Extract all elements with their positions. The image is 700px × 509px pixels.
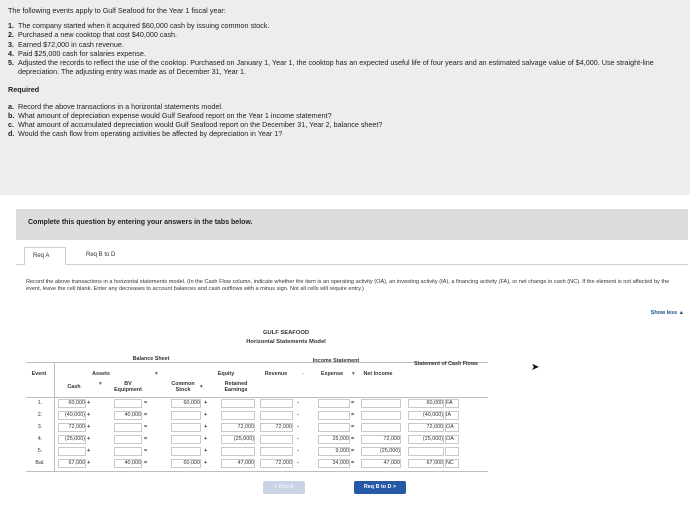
- row-operator: -: [297, 400, 299, 406]
- cash-flow-amount-input[interactable]: [408, 447, 444, 456]
- cash-flow-amount-value: 72,000: [426, 424, 443, 430]
- cash-flow-type-select[interactable]: [445, 447, 459, 456]
- row-operator: =: [351, 448, 355, 454]
- row-operator: =: [144, 448, 148, 454]
- row-operator: -: [297, 448, 299, 454]
- part-letter: a.: [8, 101, 14, 111]
- revenue-input[interactable]: [260, 399, 293, 408]
- event-label: 5.: [37, 448, 43, 454]
- retained-earnings-value: (25,000): [233, 436, 254, 442]
- cash-value: (25,000): [64, 436, 85, 442]
- event-label: 3.: [37, 424, 43, 430]
- event-text: Adjusted the records to reflect the use of the cooktop. Purchased on January 1, Year 1, the cooktop has an expected useful life of four years and an estimated salvage value of $4,000. Use straight-line depreciation. The adjusting entry was made as of December 31, Year 1.: [18, 58, 654, 77]
- revenue-value: 72,000: [275, 460, 292, 466]
- event-number: 1.: [8, 21, 14, 31]
- part-letter: b.: [8, 110, 15, 120]
- row-operator: +: [204, 400, 208, 406]
- cash-flow-type-value: NC: [446, 460, 454, 466]
- equity-header: Equity: [217, 371, 235, 377]
- problem-intro: The following events apply to Gulf Seafood for the Year 1 fiscal year:: [8, 6, 226, 15]
- bv-equipment-input[interactable]: [114, 435, 142, 444]
- row-operator: +: [204, 412, 208, 418]
- revenue-input[interactable]: [260, 447, 293, 456]
- common-stock-value: 60,000: [183, 400, 200, 406]
- row-operator: +: [204, 424, 208, 430]
- row-operator: =: [351, 400, 355, 406]
- part-item: [8, 111, 682, 120]
- retained-earnings-input[interactable]: [221, 411, 255, 420]
- table-header-rule: [26, 397, 488, 398]
- problem-statement: [0, 0, 690, 195]
- row-operator: =: [144, 436, 148, 442]
- row-operator: =: [351, 412, 355, 418]
- part-text: What amount of accumulated depreciation would Gulf Seafood report on the December 31, Year 2, balance sheet?: [18, 120, 383, 130]
- event-col-header: Event: [31, 371, 47, 377]
- cash-col-header: Cash: [67, 384, 81, 390]
- event-label: 4.: [37, 436, 43, 442]
- event-number: 4.: [8, 48, 14, 58]
- net-income-col-header: Net Income: [363, 371, 393, 377]
- model-title: Horizontal Statements Model: [246, 339, 326, 345]
- row-operator: +: [87, 460, 91, 466]
- common-stock-input[interactable]: [171, 411, 201, 420]
- cash-flow-amount-value: (40,000): [422, 412, 443, 418]
- retained-earnings-value: 47,000: [237, 460, 254, 466]
- prev-req-a-button[interactable]: < Req A: [263, 481, 305, 494]
- bv-equipment-input[interactable]: [114, 447, 142, 456]
- event-item: [8, 49, 682, 58]
- minus-operator: -: [302, 371, 304, 377]
- row-operator: +: [204, 436, 208, 442]
- row-operator: =: [144, 460, 148, 466]
- part-text: What amount of depreciation expense would Gulf Seafood report on the Year 1 income statement?: [18, 110, 332, 120]
- event-item: [8, 58, 682, 76]
- part-text: Would the cash flow from operating activities be affected by depreciation in Year 1?: [18, 129, 283, 139]
- cash-flow-amount-value: 60,000: [426, 400, 443, 406]
- part-letter: d.: [8, 129, 15, 139]
- event-item: [8, 30, 682, 39]
- net-income-value: 47,000: [383, 460, 400, 466]
- row-operator: =: [144, 400, 148, 406]
- cash-flow-amount-value: 67,000: [426, 460, 443, 466]
- retained-earnings-value: 72,000: [237, 424, 254, 430]
- part-item: [8, 120, 682, 129]
- expense-value: 34,000: [332, 460, 349, 466]
- cash-value: (40,000): [64, 412, 85, 418]
- required-parts: [8, 102, 682, 139]
- operator-select-icon[interactable]: ▾: [99, 381, 102, 387]
- net-income-value: (25,000): [379, 448, 400, 454]
- part-text: Record the above transactions in a horizontal statements model.: [18, 101, 223, 111]
- expense-col-header: Expense: [320, 371, 344, 377]
- row-operator: +: [87, 400, 91, 406]
- row-operator: -: [297, 436, 299, 442]
- row-operator: +: [87, 424, 91, 430]
- cash-flow-amount-value: (25,000): [422, 436, 443, 442]
- event-label: 2.: [37, 412, 43, 418]
- event-text: Earned $72,000 in cash revenue.: [18, 39, 124, 49]
- tab-req-b-to-d[interactable]: Req B to D: [86, 252, 116, 258]
- event-label: 1.: [37, 400, 43, 406]
- bv-equipment-input[interactable]: [114, 399, 142, 408]
- row-operator: -: [297, 424, 299, 430]
- event-column-rule: [54, 362, 55, 471]
- row-operator: =: [351, 436, 355, 442]
- row-operator: -: [297, 460, 299, 466]
- mouse-cursor: ➤: [531, 362, 540, 373]
- part-letter: c.: [8, 120, 14, 130]
- cash-value: 67,000: [68, 460, 85, 466]
- event-number: 2.: [8, 30, 14, 40]
- row-operator: +: [87, 448, 91, 454]
- retained-earnings-input[interactable]: [221, 447, 255, 456]
- tab-req-a[interactable]: Req A: [24, 247, 66, 266]
- balance-sheet-header: Balance Sheet: [132, 356, 170, 362]
- expense-input[interactable]: [318, 399, 350, 408]
- bv-equipment-col-header: BV Equipment: [114, 381, 142, 393]
- row-operator: =: [351, 460, 355, 466]
- net-income-input[interactable]: [361, 423, 401, 432]
- instructions-bar: Complete this question by entering your answers in the tabs below.: [16, 209, 688, 240]
- event-number: 5.: [8, 58, 14, 68]
- expense-value: 9,000: [335, 448, 349, 454]
- operator-select-icon[interactable]: ▾: [155, 371, 158, 377]
- revenue-input[interactable]: [260, 435, 293, 444]
- common-stock-value: 60,000: [183, 460, 200, 466]
- net-income-input[interactable]: [361, 399, 401, 408]
- next-req-b-to-d-button[interactable]: Req B to D >: [354, 481, 406, 494]
- events-list: [8, 21, 682, 76]
- revenue-value: 72,000: [275, 424, 292, 430]
- part-item: [8, 102, 682, 111]
- cash-flow-header: Statement of Cash Flows: [413, 361, 479, 367]
- event-number: 3.: [8, 39, 14, 49]
- row-operator: +: [204, 460, 208, 466]
- common-stock-input[interactable]: [171, 435, 201, 444]
- table-bottom-rule: [26, 471, 488, 472]
- show-less-link[interactable]: Show less ▲: [650, 310, 684, 316]
- row-operator: =: [144, 412, 148, 418]
- net-income-input[interactable]: [361, 411, 401, 420]
- event-label: Bal.: [35, 460, 45, 466]
- event-text: The company started when it acquired $60,000 cash by issuing common stock.: [18, 21, 270, 31]
- common-stock-input[interactable]: [171, 447, 201, 456]
- required-heading: Required: [8, 85, 40, 95]
- common-stock-col-header: Common Stock: [171, 381, 195, 393]
- event-text: Paid $25,000 cash for salaries expense.: [18, 48, 146, 58]
- expense-input[interactable]: [318, 411, 350, 420]
- common-stock-input[interactable]: [171, 423, 201, 432]
- assets-header: Assets: [92, 371, 110, 377]
- row-operator: +: [87, 436, 91, 442]
- operator-select-icon[interactable]: ▾: [352, 371, 355, 377]
- income-statement-header: Income Statement: [312, 358, 360, 364]
- tab-panel-req-a: [16, 265, 688, 509]
- row-operator: -: [297, 412, 299, 418]
- tab-bar: [16, 245, 688, 265]
- part-item: [8, 129, 682, 138]
- cash-flow-type-value: OA: [446, 424, 454, 430]
- retained-earnings-input[interactable]: [221, 399, 255, 408]
- net-income-value: 72,000: [383, 436, 400, 442]
- revenue-input[interactable]: [260, 411, 293, 420]
- operator-select-icon[interactable]: ▾: [200, 384, 203, 390]
- event-text: Purchased a new cooktop that cost $40,000 cash.: [18, 30, 178, 40]
- panel-instructions: Record the above transactions in a horizontal statements model. (In the Cash Flow column, indicate whether the item is an operating activity (OA), an investing activity (IA), a financing activity (FA), or net change in cash (NC). If the element is not affected by the event, leave the cell blank. Enter any decreases to account balances and cash outflows with a minus sign. Not all cells will require entry.): [26, 279, 670, 293]
- expense-input[interactable]: [318, 423, 350, 432]
- cash-value: 60,000: [68, 400, 85, 406]
- retained-earnings-col-header: Retained Earnings: [224, 381, 248, 393]
- event-item: [8, 40, 682, 49]
- bv-equipment-input[interactable]: [114, 423, 142, 432]
- company-name: GULF SEAFOOD: [262, 330, 310, 336]
- bv-equipment-value: 40,000: [124, 412, 141, 418]
- cash-flow-type-value: IA: [446, 412, 452, 418]
- expense-value: 25,000: [332, 436, 349, 442]
- cash-flow-type-value: FA: [446, 400, 453, 406]
- row-operator: +: [87, 412, 91, 418]
- row-operator: =: [351, 424, 355, 430]
- cash-input[interactable]: [58, 447, 86, 456]
- event-item: [8, 21, 682, 30]
- cash-flow-type-value: OA: [446, 436, 454, 442]
- row-operator: +: [204, 448, 208, 454]
- bv-equipment-value: 40,000: [124, 460, 141, 466]
- cash-value: 72,000: [68, 424, 85, 430]
- row-operator: =: [144, 424, 148, 430]
- revenue-col-header: Revenue: [264, 371, 288, 377]
